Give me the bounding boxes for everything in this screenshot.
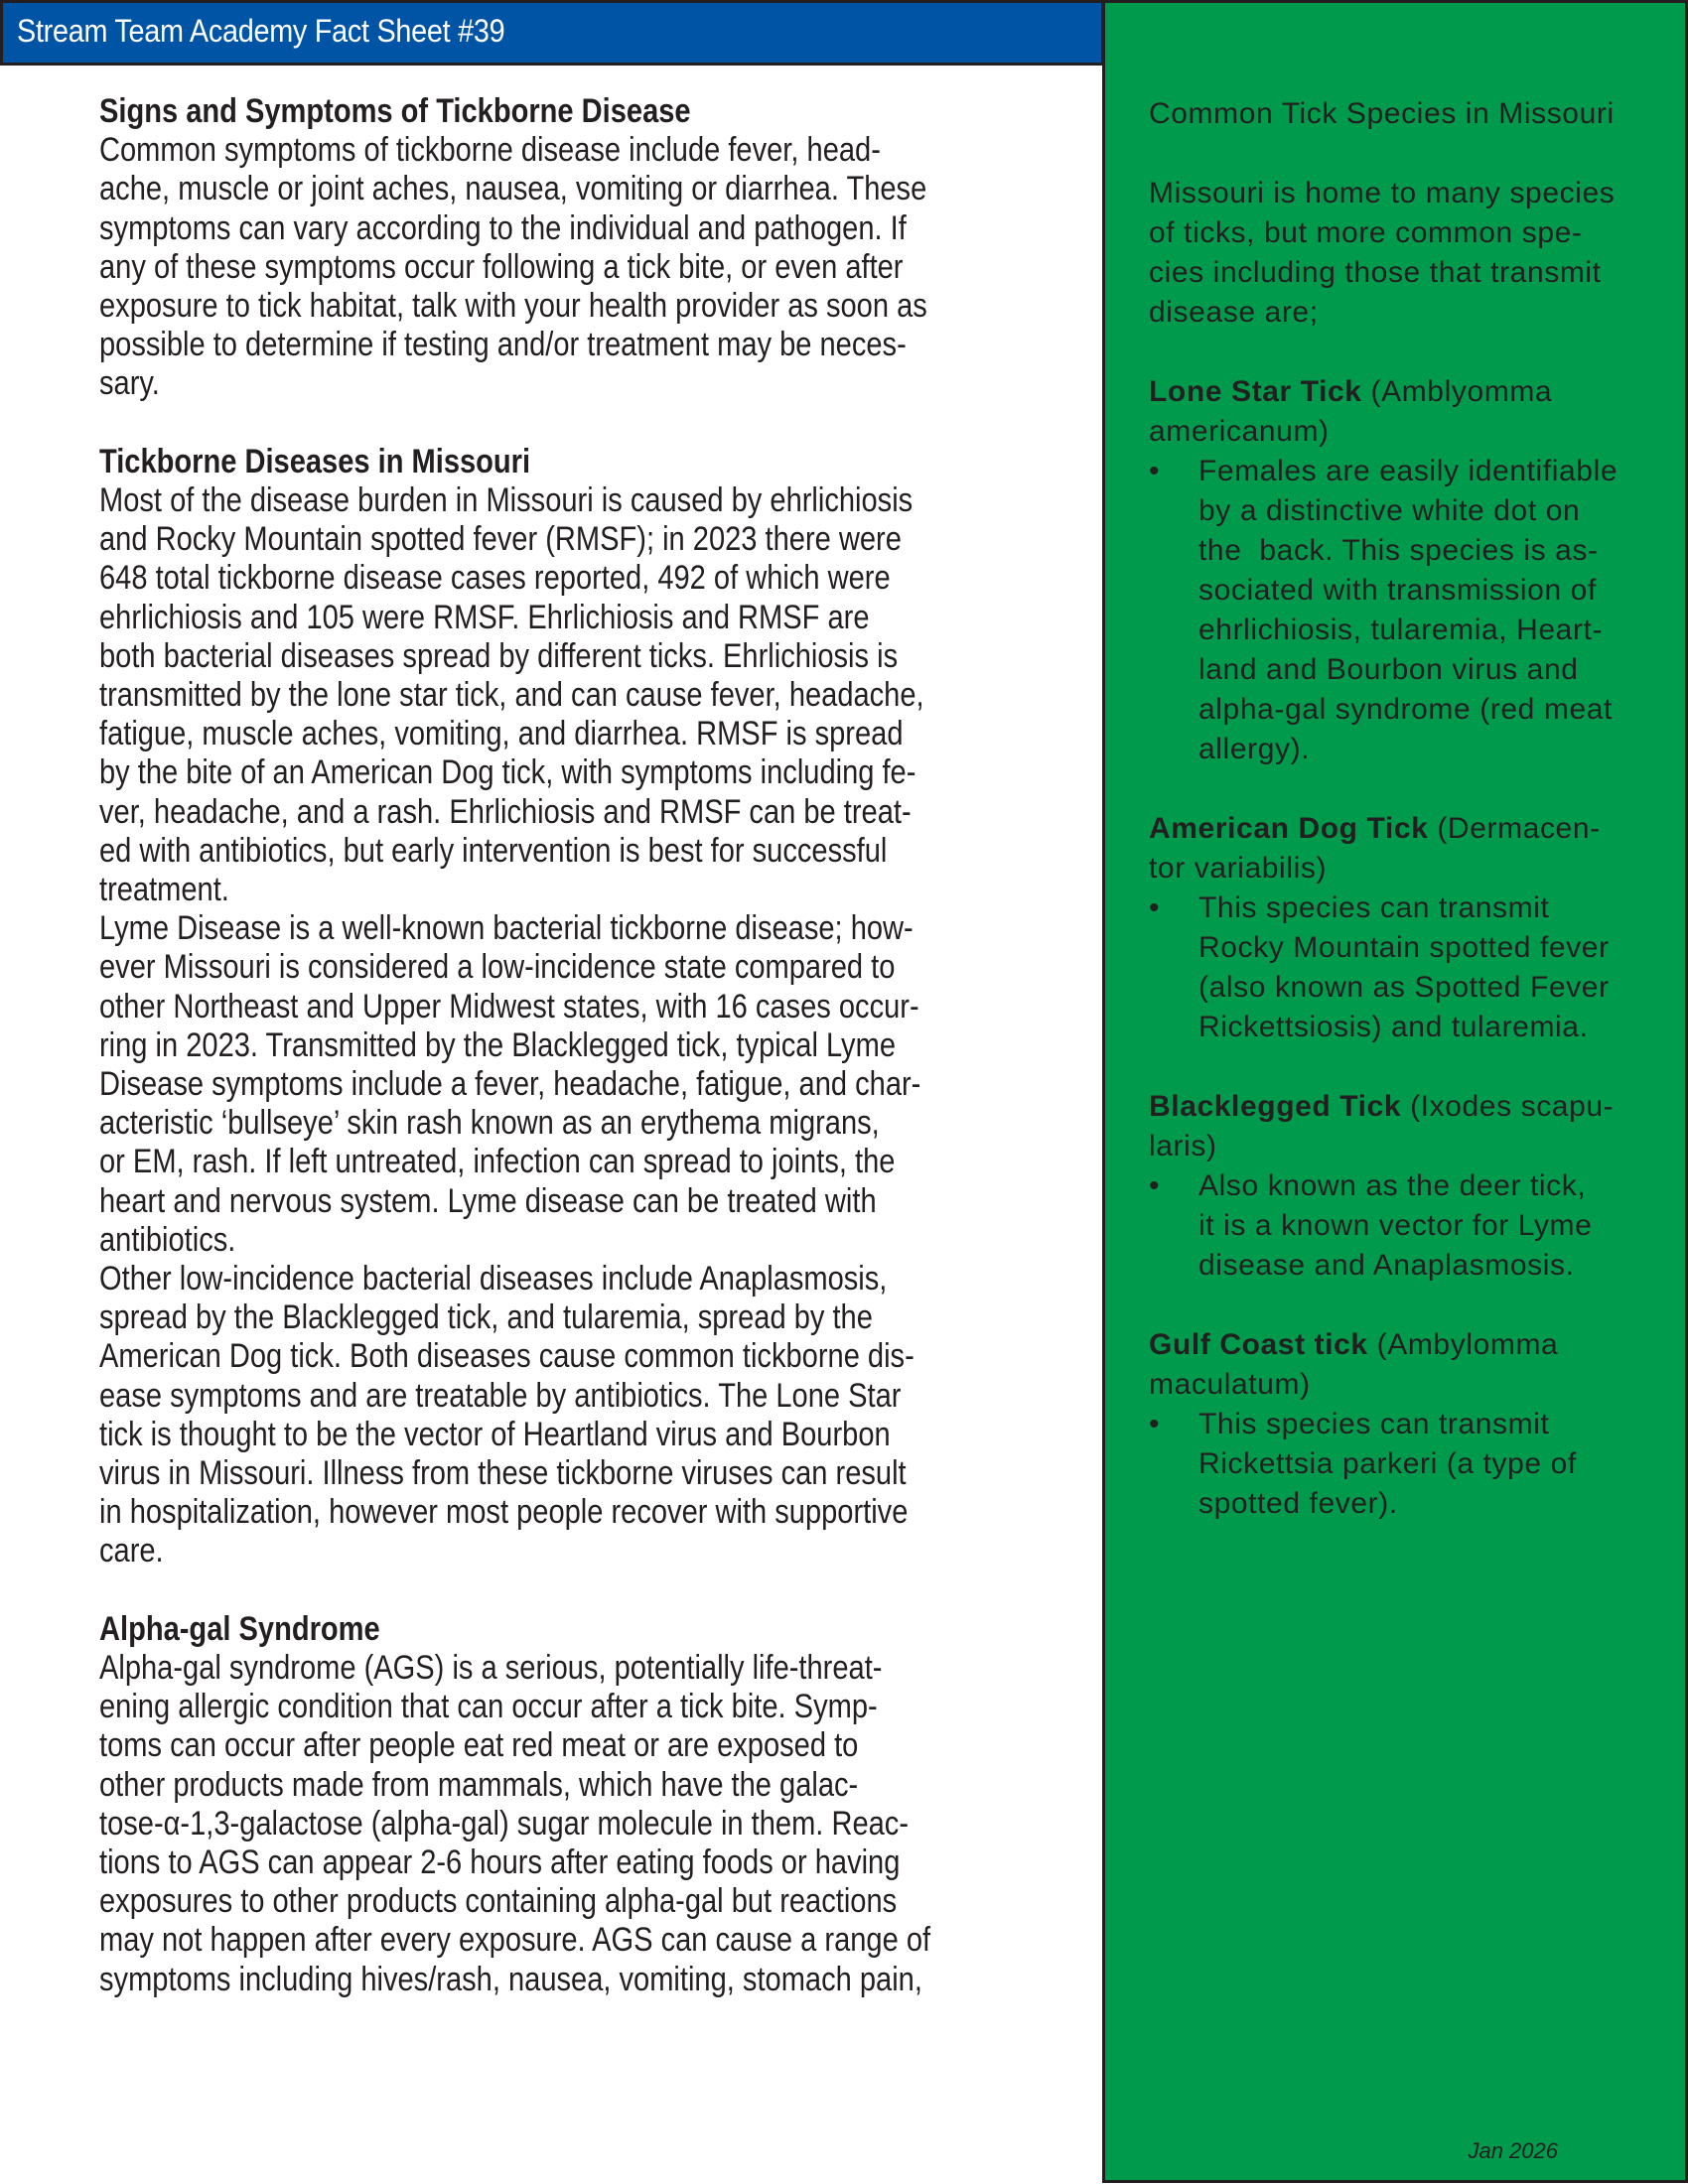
species-heading <box>1149 809 1601 849</box>
tick-species-sidebar <box>1102 0 1688 2183</box>
body-text-line: toms can occur after people eat red meat or are exposed to <box>99 1726 859 1765</box>
species-name: Gulf Coast tick <box>1149 1328 1368 1361</box>
body-text-line: both bacterial diseases spread by different ticks. Ehrlichiosis is <box>99 636 899 675</box>
bullet-text: Rocky Mountain spotted fever <box>1198 931 1610 964</box>
body-text-line: ease symptoms and are treatable by antibiotics. The Lone Star <box>99 1376 902 1415</box>
bullet-text: Rickettsiosis) and tularemia. <box>1198 1011 1589 1043</box>
sidebar-intro-line: of ticks, but more common spe- <box>1149 216 1583 249</box>
body-text-line: Common symptoms of tickborne disease include fever, head- <box>99 131 881 170</box>
body-text-line: ening allergic condition that can occur after a tick bite. Symp- <box>99 1688 878 1726</box>
body-text-line: Other low-incidence bacterial diseases include Anaplasmosis, <box>99 1260 888 1297</box>
species-scientific-name: (Ambylomma <box>1367 1328 1559 1361</box>
body-text-line: ehrlichiosis and 105 were RMSF. Ehrlichiosis and RMSF are <box>99 598 870 636</box>
sidebar-intro-line: cies including those that transmit <box>1149 256 1602 289</box>
body-text-line: possible to determine if testing and/or treatment may be neces- <box>99 326 907 364</box>
body-text-line: other products made from mammals, which have the galac- <box>99 1765 859 1804</box>
bullet-text: alpha-gal syndrome (red meat <box>1198 693 1613 726</box>
body-text-line: sary. <box>99 364 160 403</box>
bullet-text: allergy). <box>1198 733 1311 765</box>
body-text-line: Disease symptoms include a fever, headache, fatigue, and char- <box>99 1065 921 1103</box>
body-text-line: virus in Missouri. Illness from these tickborne viruses can result <box>99 1454 907 1492</box>
body-text-line: any of these symptoms occur following a tick bite, or even after <box>99 247 904 286</box>
body-text-line: exposure to tick habitat, talk with your health provider as soon as <box>99 287 927 325</box>
body-text-line: and Rocky Mountain spotted fever (RMSF); in 2023 there were <box>99 520 902 559</box>
species-name: Blacklegged Tick <box>1149 1090 1402 1123</box>
bullet-icon: • <box>1149 1408 1161 1440</box>
bullet-text: Females are easily identifiable <box>1198 455 1618 487</box>
species-scientific-name: (Ixodes scapu- <box>1401 1090 1615 1123</box>
body-text-line: ver, headache, and a rash. Ehrlichiosis and RMSF can be treat- <box>99 792 912 831</box>
section-heading: Tickborne Diseases in Missouri <box>99 442 531 480</box>
bullet-text: This species can transmit <box>1198 891 1550 924</box>
species-scientific-name: (Amblyomma <box>1361 375 1553 408</box>
body-text-line: acteristic ‘bullseye’ skin rash known as an erythema migrans, <box>99 1104 880 1143</box>
body-text-line: may not happen after every exposure. AGS can cause a range of <box>99 1921 931 1960</box>
bullet-text: by a distinctive white dot on <box>1198 494 1581 527</box>
bullet-text: This species can transmit <box>1198 1408 1550 1440</box>
bullet-text: ehrlichiosis, tularemia, Heart- <box>1198 614 1604 646</box>
body-text-line: symptoms can vary according to the individual and pathogen. If <box>99 208 907 247</box>
body-text-line: antibiotics. <box>99 1220 236 1259</box>
bullet-icon: • <box>1149 1169 1161 1202</box>
body-text-line: Lyme Disease is a well-known bacterial tickborne disease; how- <box>99 909 914 948</box>
species-scientific-name-cont: maculatum) <box>1149 1368 1311 1401</box>
body-text-line: or EM, rash. If left untreated, infection can spread to joints, the <box>99 1143 896 1181</box>
species-scientific-name-cont: laris) <box>1149 1130 1217 1162</box>
page-title: Stream Team Academy Fact Sheet #39 <box>17 13 505 49</box>
body-text-line: symptoms including hives/rash, nausea, vomiting, stomach pain, <box>99 1960 922 1998</box>
bullet-text: spotted fever). <box>1198 1487 1398 1520</box>
body-text-line: 648 total tickborne disease cases reported, 492 of which were <box>99 559 891 598</box>
species-heading <box>1149 1325 1558 1365</box>
species-name: Lone Star Tick <box>1149 375 1362 408</box>
species-heading <box>1149 1087 1614 1127</box>
species-scientific-name-cont: americanum) <box>1149 415 1330 448</box>
bullet-icon: • <box>1149 455 1161 487</box>
body-text-line: spread by the Blacklegged tick, and tularemia, spread by the <box>99 1298 873 1337</box>
body-text-line: treatment. <box>99 871 229 908</box>
section-heading: Alpha-gal Syndrome <box>99 1609 380 1648</box>
species-scientific-name-cont: tor variabilis) <box>1149 852 1328 885</box>
body-text-line: Alpha-gal syndrome (AGS) is a serious, potentially life-threat- <box>99 1649 883 1687</box>
bullet-icon: • <box>1149 891 1161 924</box>
species-scientific-name: (Dermacen- <box>1428 812 1601 845</box>
body-text-line: transmitted by the lone star tick, and can cause fever, headache, <box>99 676 924 714</box>
body-text-line: other Northeast and Upper Midwest states, with 16 cases occur- <box>99 987 919 1025</box>
sidebar-title: Common Tick Species in Missouri <box>1149 97 1615 130</box>
bullet-text: it is a known vector for Lyme <box>1198 1209 1593 1242</box>
body-text-line: heart and nervous system. Lyme disease can be treated with <box>99 1181 877 1220</box>
body-text-line: tick is thought to be the vector of Heartland virus and Bourbon <box>99 1415 891 1453</box>
bullet-text: the back. This species is as- <box>1198 534 1599 567</box>
species-name: American Dog Tick <box>1149 812 1429 845</box>
species-heading <box>1149 372 1552 412</box>
body-text-line: ring in 2023. Transmitted by the Blacklegged tick, typical Lyme <box>99 1025 896 1064</box>
body-text-line: American Dog tick. Both diseases cause common tickborne dis- <box>99 1337 914 1376</box>
body-text-line: tions to AGS can appear 2-6 hours after eating foods or having <box>99 1843 901 1881</box>
bullet-text: disease and Anaplasmosis. <box>1198 1249 1575 1282</box>
bullet-text: Rickettsia parkeri (a type of <box>1198 1447 1577 1480</box>
body-text-line: exposures to other products containing alpha-gal but reactions <box>99 1882 898 1921</box>
bullet-text: (also known as Spotted Fever <box>1198 971 1610 1004</box>
sidebar-intro-line: disease are; <box>1149 296 1319 329</box>
section-heading: Signs and Symptoms of Tickborne Disease <box>99 92 691 130</box>
body-text-line: ever Missouri is considered a low-incidence state compared to <box>99 948 896 987</box>
body-text-line: in hospitalization, however most people recover with supportive <box>99 1493 909 1532</box>
body-text-line: care. <box>99 1532 164 1570</box>
footer-date: Jan 2026 <box>1468 2138 1558 2163</box>
body-text-line: ed with antibiotics, but early intervention is best for successful <box>99 831 888 870</box>
body-text-line: tose-α-1,3-galactose (alpha-gal) sugar molecule in them. Reac- <box>99 1804 910 1843</box>
bullet-text: land and Bourbon virus and <box>1198 653 1579 686</box>
bullet-text: sociated with transmission of <box>1198 574 1597 607</box>
bullet-text: Also known as the deer tick, <box>1198 1169 1587 1202</box>
body-text-line: Most of the disease burden in Missouri is caused by ehrlichiosis <box>99 481 914 519</box>
header-bar <box>0 0 1104 66</box>
sidebar-intro-line: Missouri is home to many species <box>1149 177 1616 209</box>
body-text-line: by the bite of an American Dog tick, with symptoms including fe- <box>99 753 916 792</box>
body-text-line: fatigue, muscle aches, vomiting, and diarrhea. RMSF is spread <box>99 715 904 753</box>
body-text-line: ache, muscle or joint aches, nausea, vomiting or diarrhea. These <box>99 170 927 208</box>
